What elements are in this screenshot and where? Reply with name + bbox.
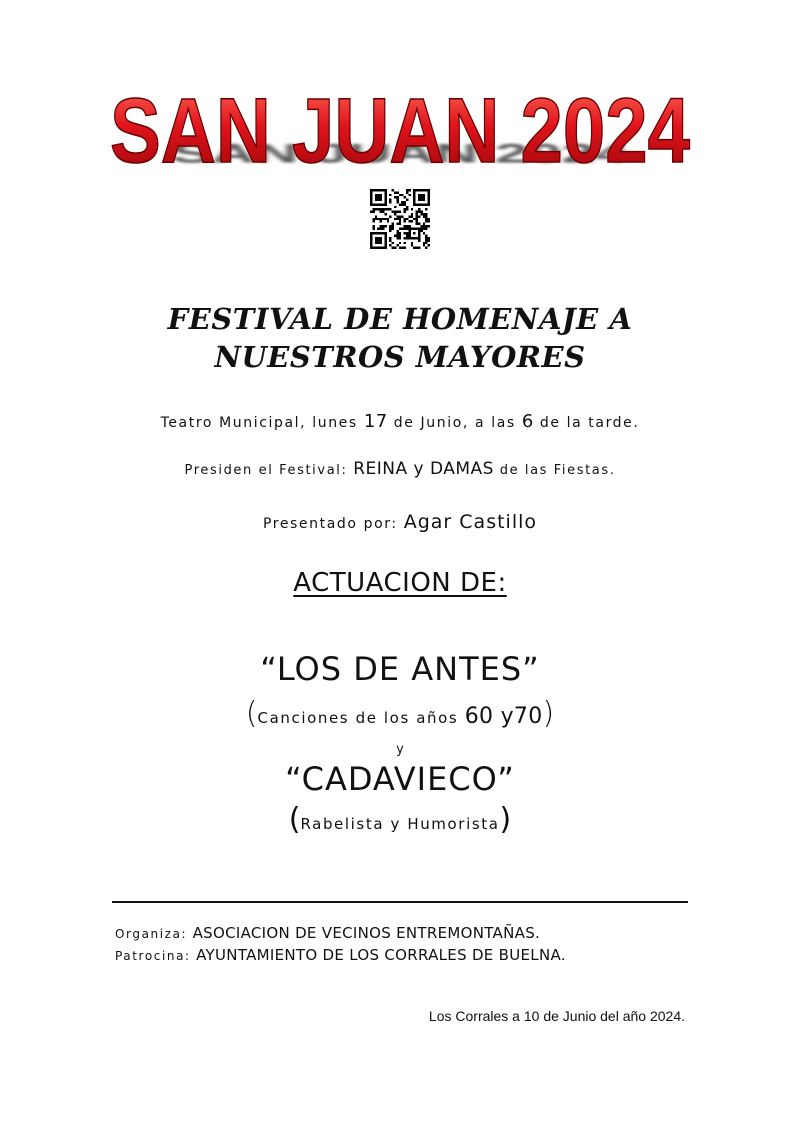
- presenter-name: Agar Castillo: [403, 511, 538, 533]
- act2-close-paren: ): [499, 802, 512, 837]
- event-title: [90, 60, 710, 195]
- presenter-prefix: Presentado por:: [262, 516, 404, 532]
- title-shadow: SAN JUAN 2024: [171, 138, 629, 169]
- venue-hour: 6: [521, 411, 534, 432]
- conjunction: y: [396, 742, 404, 757]
- festival-title-line2: NUESTROS MAYORES: [214, 340, 586, 374]
- act2-desc-text: Rabelista y Humorista: [300, 815, 500, 833]
- venue-prefix: Teatro Municipal, lunes: [160, 415, 364, 431]
- footer-divider: [112, 901, 688, 903]
- sponsor-value: AYUNTAMIENTO DE LOS CORRALES DE BUELNA.: [196, 946, 566, 964]
- act1-years: 60 y70: [464, 704, 543, 729]
- festival-title: [0, 300, 800, 376]
- sponsor-line: [115, 946, 566, 964]
- act1-close-paren: ): [542, 696, 555, 731]
- organizer-label: Organiza:: [115, 927, 193, 941]
- presiden-suffix: de las Fiestas.: [493, 463, 616, 478]
- sponsor-label: Patrocina:: [115, 949, 197, 963]
- organizer-value: ASOCIACION DE VECINOS ENTREMONTAÑAS.: [192, 924, 541, 942]
- act1-name: “LOS DE ANTES”: [260, 650, 540, 688]
- venue-line: [0, 411, 800, 432]
- act1-description: [0, 696, 800, 731]
- venue-mid: de Junio, a las: [387, 415, 522, 431]
- act1-open-paren: (: [245, 696, 258, 731]
- festival-title-line1: FESTIVAL DE HOMENAJE A: [167, 302, 633, 336]
- act2-description: [0, 802, 800, 837]
- signature-date: Los Corrales a 10 de Junio del año 2024.: [428, 1008, 685, 1024]
- presiden-line: [0, 459, 800, 479]
- qr-code-image: [370, 189, 430, 249]
- organizer-line: [115, 924, 540, 942]
- presiden-who: REINA y DAMAS: [353, 459, 494, 479]
- presenter-line: [0, 511, 800, 533]
- act2-name: “CADAVIECO”: [285, 760, 515, 798]
- venue-day: 17: [363, 411, 388, 432]
- venue-suffix: de la tarde.: [533, 415, 640, 431]
- performances-heading: ACTUACION DE:: [293, 568, 507, 598]
- presiden-prefix: Presiden el Festival:: [184, 463, 354, 478]
- act1-desc-text: Canciones de los años: [257, 709, 465, 727]
- act2-open-paren: (: [288, 802, 301, 837]
- title-text: SAN JUAN 2024: [110, 80, 690, 182]
